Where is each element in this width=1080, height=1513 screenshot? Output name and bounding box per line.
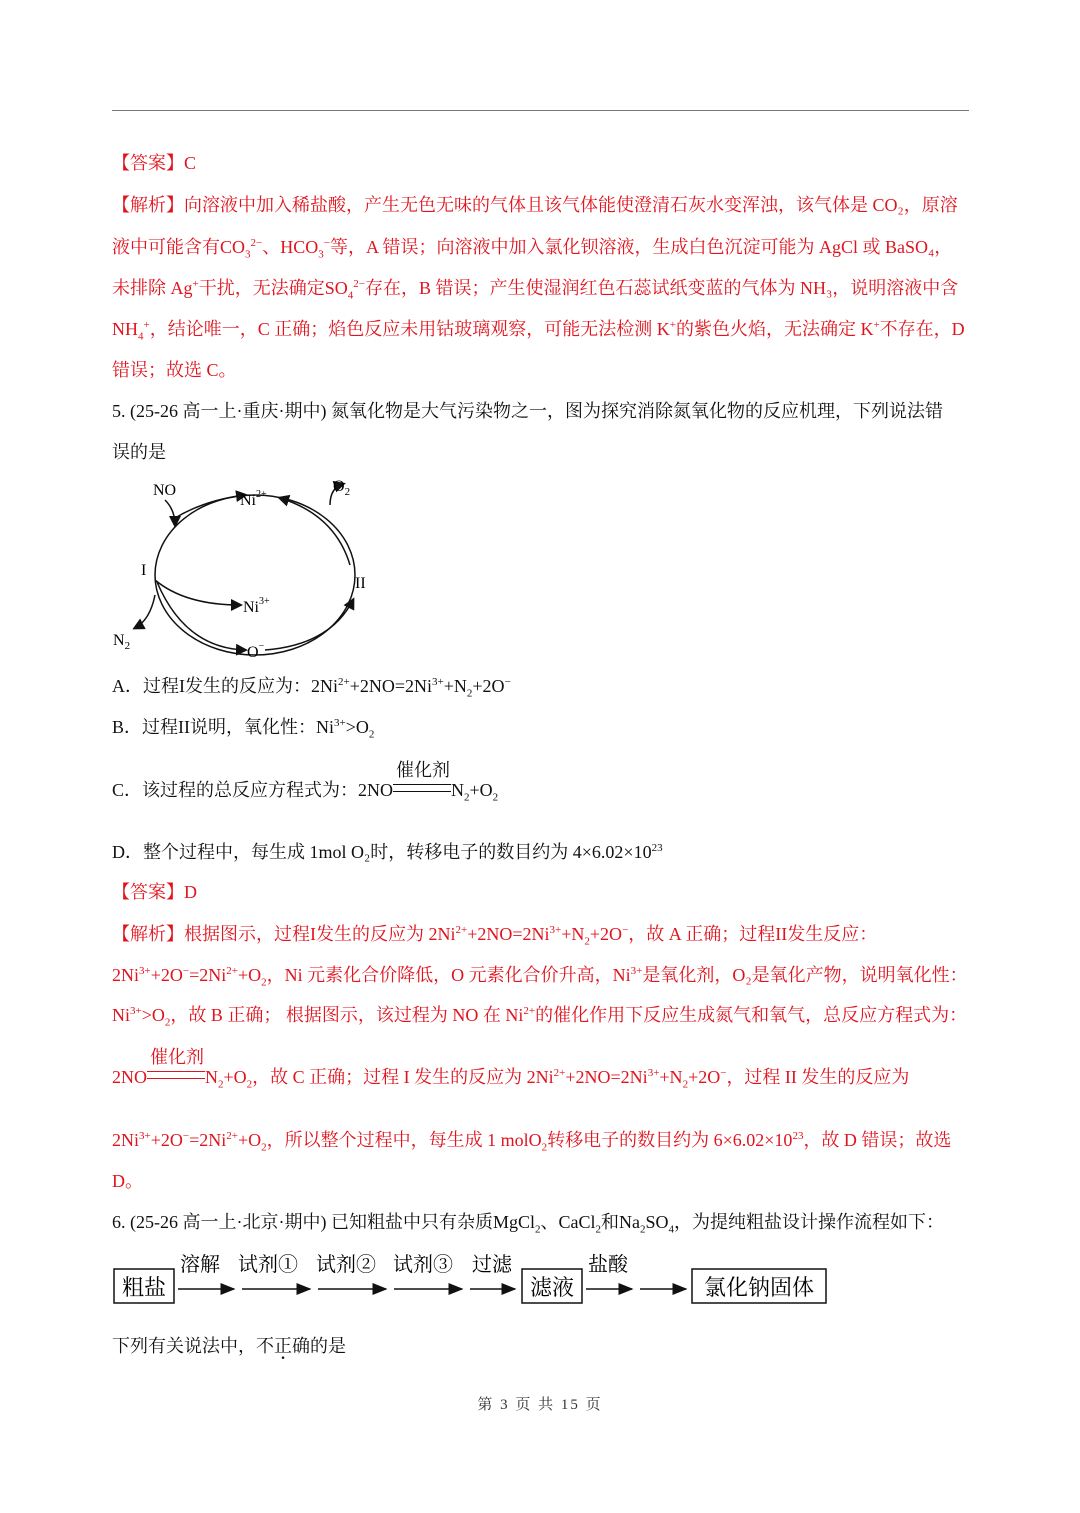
arrow-n2-out (135, 595, 155, 628)
label-process-ii: II (355, 575, 366, 592)
answer-line-2: 【答案】D (112, 882, 197, 902)
analysis2-line-5: $2Ni^{3+}+2O^-=2Ni^{2+}+O_2$，所以整个过程中，每生成 1 molO$_2$转移电子的数目约为 $6\times 6.02\times 10^{23}$，故 D 错误；故选 (112, 1130, 952, 1154)
q6-stem: 6. (25-26 高一上·北京·期中) 已知粗盐中只有杂质MgCl$_2$、CaCl$_2$和$Na_2SO_4$，为提纯粗盐设计操作流程如下： (112, 1212, 945, 1236)
label-ominus: O− (247, 641, 265, 661)
box-crude-salt-label: 粗盐 (121, 1276, 167, 1301)
label-n2: $N_2$ (113, 632, 131, 652)
analysis2-line-2: $2Ni^{3+}+2O^-=2Ni^{2+}+O_2$，Ni 元素化合价降低，O 元素化合价升高，$Ni^{3+}$是氧化剂，O₂是氧化产物，说明氧化性： (112, 965, 968, 989)
box-filtrate-label: 滤液 (529, 1276, 575, 1301)
q5-option-c: C．该过程的总反应方程式为：2NO 催化剂 $N_2+O_2$ (112, 760, 499, 804)
q5-option-b: B．过程II说明，氧化性：$Ni^{3+}>O_2$ (112, 717, 375, 741)
header-rule (112, 110, 969, 111)
analysis1-line-3: 未排除 Ag+干扰，无法确定$SO_4^{2-}$存在，B 错误；产生使湿润红色石蕊试纸变蓝的气体为 NH₃，说明溶液中含 (112, 278, 959, 302)
analysis2-line-3: $Ni^{3+}>O_2$，故 B 正确； 根据图示，该过程为 NO 在 $Ni^{2+}$的催化作用下反应生成氮气和氧气，总反应方程式为： (112, 1005, 968, 1029)
analysis1-line-2: 液中可能含有$CO_3^{2-}$、$HCO_3^-$等，A 错误；向溶液中加入氯化钡溶液，生成白色沉淀可能为 AgCl 或 BaSO₄， (112, 237, 953, 261)
step-dissolve: 溶解 (180, 1252, 220, 1276)
analysis2-line-4: 2NO 催化剂 $N_2+O_2$，故 C 正确；过程 I 发生的反应为 $2Ni^{2+}+2NO=2Ni^{3+}+N_2+2O^-$，过程 II 发生的反应为 (112, 1047, 910, 1091)
purification-flowchart (110, 1245, 840, 1315)
page-footer: 第 3 页 共 15 页 (477, 1397, 603, 1413)
arrow-i-to-ni3 (155, 580, 240, 605)
q5-option-a: A．过程I发生的反应为：$2Ni^{2+}+2NO=2Ni^{3+}+N_2+2O^-$ (112, 676, 511, 700)
label-ni2: $Ni^{2+}$ (240, 489, 267, 509)
analysis2-line-1: 【解析】根据图示，过程I发生的反应为 $2Ni^{2+}+2NO=2Ni^{3+}+N_2+2O^-$，故 A 正确；过程II发生反应： (112, 924, 878, 948)
arrow-no-in (165, 500, 175, 525)
step-reagent-2: 试剂② (316, 1252, 376, 1276)
reaction-cycle-diagram (105, 470, 385, 670)
q5-option-d: D．整个过程中，每生成 1mol O₂时，转移电子的数目约为 $4\times 6.02\times 10^{23}$ (112, 842, 663, 862)
answer-line-1: 【答案】C (112, 153, 197, 173)
label-o2: $O_2$ (333, 478, 351, 498)
arrow-i-to-ni2 (175, 495, 245, 518)
step-hcl: 盐酸 (588, 1252, 628, 1276)
analysis1-line-5: 错误；故选 C。 (112, 360, 237, 380)
step-reagent-3: 试剂③ (393, 1252, 453, 1276)
box-nacl-solid-label: 氯化钠固体 (703, 1276, 815, 1301)
analysis1-line-4: $NH_4^+$，结论唯一，C 正确；焰色反应未用钴玻璃观察，可能无法检测 K+的紫色火焰，无法确定 K+不存在，D (112, 319, 965, 343)
q5-stem-2: 误的是 (112, 442, 166, 462)
label-no: NO (153, 482, 177, 499)
analysis2-line-6: D。 (112, 1171, 143, 1191)
q5-stem-1: 5. (25-26 高一上·重庆·期中) 氮氧化物是大气污染物之一，图为探究消除氮氧化物的反应机理，下列说法错 (112, 401, 943, 421)
step-reagent-1: 试剂① (238, 1252, 298, 1276)
q6-question: 下列有关说法中，不正确的是 (112, 1336, 346, 1356)
label-ni3: $Ni^{3+}$ (243, 596, 270, 616)
analysis1-line-1: 【解析】向溶液中加入稀盐酸，产生无色无味的气体且该气体能使澄清石灰水变浑浊，该气体是 CO₂，原溶 (112, 195, 958, 215)
step-filter: 过滤 (472, 1252, 512, 1276)
label-process-i: I (141, 562, 147, 579)
arrow-i-to-ominus (157, 582, 245, 650)
